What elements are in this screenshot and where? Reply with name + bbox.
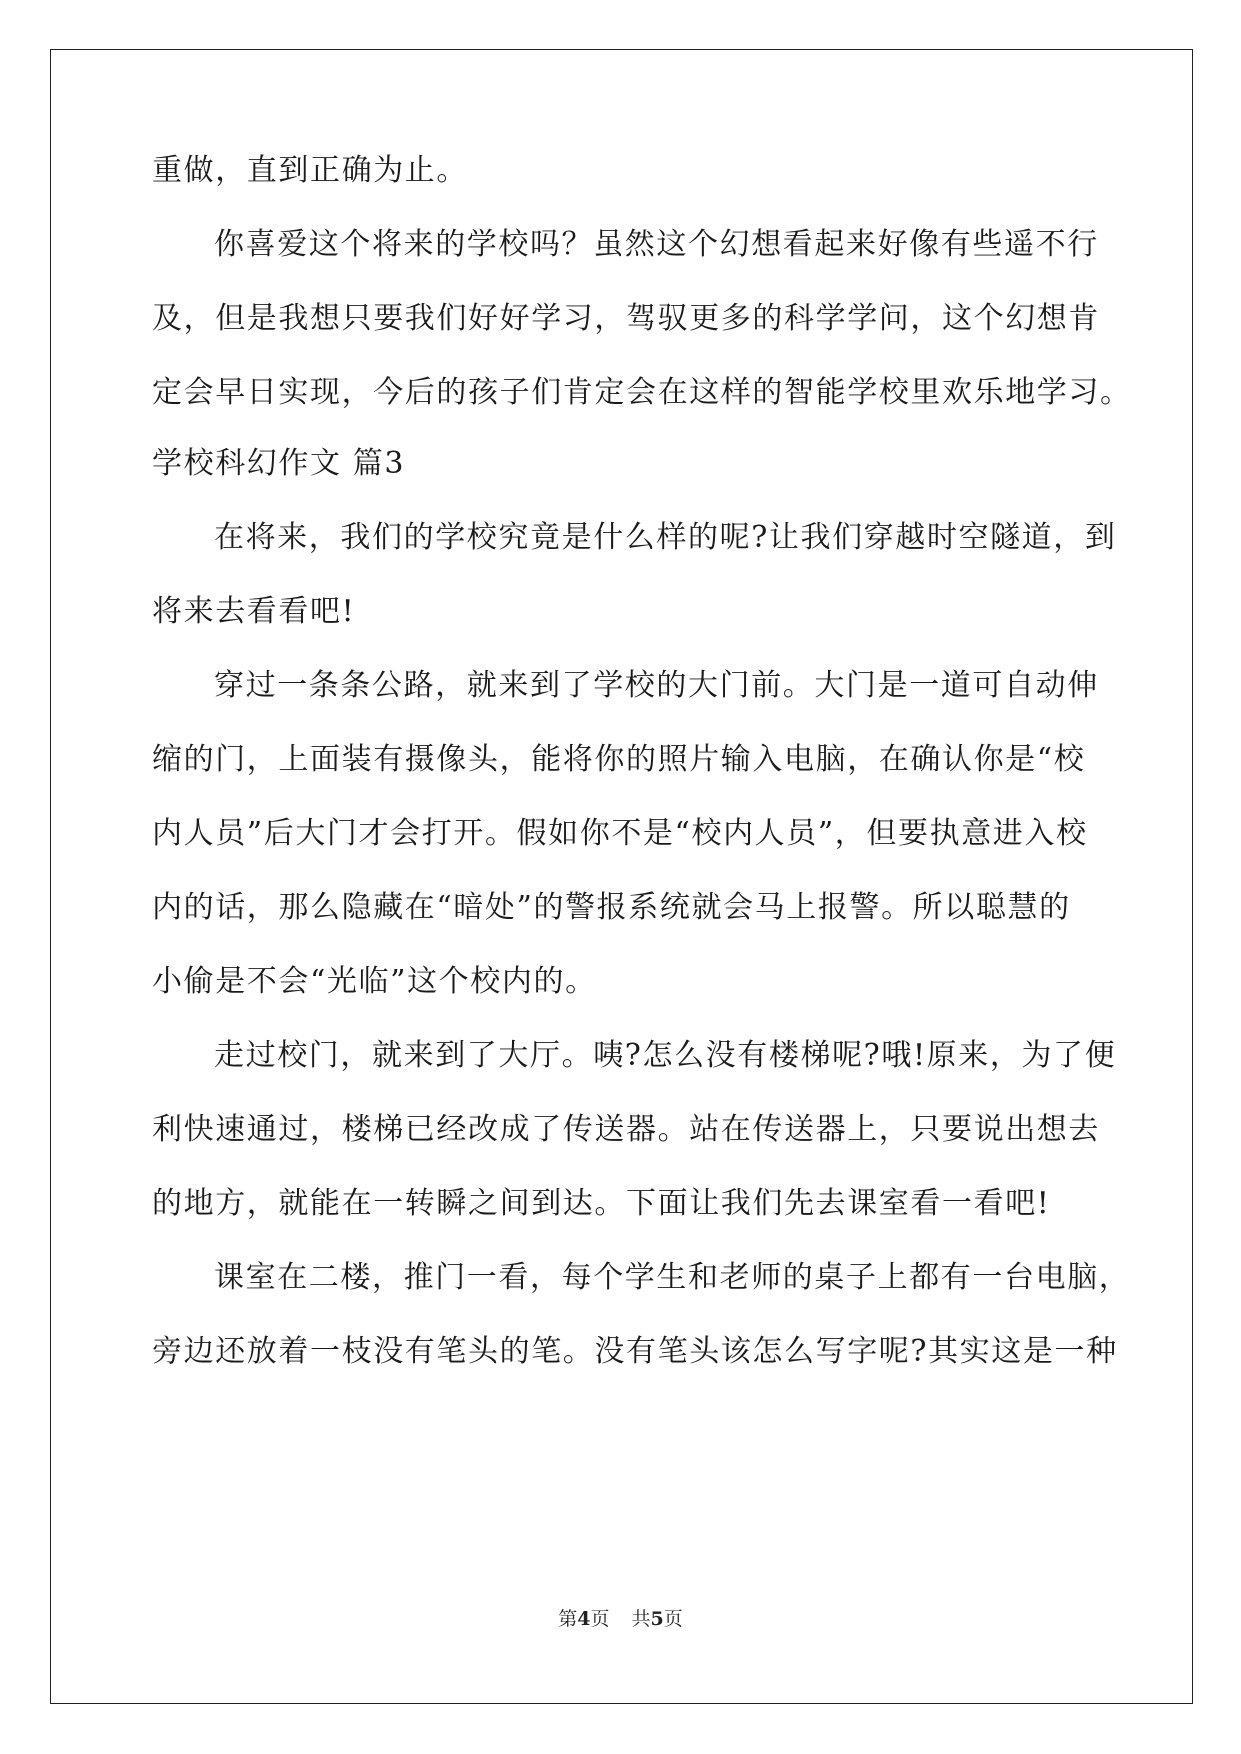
- text-line: 内的话，那么隐藏在“暗处”的警报系统就会马上报警。所以聪慧的: [152, 890, 1071, 925]
- text-line: 的地方，就能在一转瞬之间到达。下面让我们先去课室看一看吧!: [152, 1186, 1051, 1221]
- paragraph-start-line: 穿过一条条公路，就来到了学校的大门前。大门是一道可自动伸: [214, 668, 1099, 703]
- text-line: 将来去看看吧!: [152, 594, 356, 629]
- text-line: 重做，直到正确为止。: [152, 153, 468, 188]
- text-line: 及，但是我想只要我们好好学习，驾驭更多的科学学问，这个幻想肯: [152, 301, 1100, 336]
- paragraph-start-line: 走过校门，就来到了大厅。咦?怎么没有楼梯呢?哦!原来，为了便: [214, 1038, 1117, 1073]
- total-label-suffix: 页: [663, 1608, 683, 1630]
- page-label-suffix: 页: [590, 1608, 610, 1630]
- text-line: 旁边还放着一枝没有笔头的笔。没有笔头该怎么写字呢?其实这是一种: [152, 1334, 1118, 1369]
- page-number: 4: [577, 1608, 591, 1630]
- paragraph-start-line: 在将来，我们的学校究竟是什么样的呢?让我们穿越时空隧道，到: [214, 520, 1117, 555]
- page-label-prefix: 第: [558, 1608, 578, 1630]
- page-border: [50, 49, 1193, 1704]
- paragraph-start-line: 课室在二楼，推门一看，每个学生和老师的桌子上都有一台电脑，: [214, 1260, 1131, 1295]
- text-line: 利快速通过，楼梯已经改成了传送器。站在传送器上，只要说出想去: [152, 1112, 1100, 1147]
- total-pages: 5: [650, 1608, 664, 1630]
- text-line: 内人员”后大门才会打开。假如你不是“校内人员”，但要执意进入校: [152, 816, 1088, 851]
- text-line: 小偷是不会“光临”这个校内的。: [152, 964, 597, 999]
- section-heading: 学校科幻作文 篇3: [152, 446, 406, 481]
- text-line: 缩的门，上面装有摄像头，能将你的照片输入电脑，在确认你是“校: [152, 742, 1086, 777]
- paragraph-start-line: 你喜爱这个将来的学校吗？虽然这个幻想看起来好像有些遥不行: [214, 227, 1099, 262]
- total-label-prefix: 共: [631, 1608, 651, 1630]
- page-footer: [0, 1604, 1241, 1631]
- text-line: 定会早日实现，今后的孩子们肯定会在这样的智能学校里欢乐地学习。: [152, 375, 1132, 410]
